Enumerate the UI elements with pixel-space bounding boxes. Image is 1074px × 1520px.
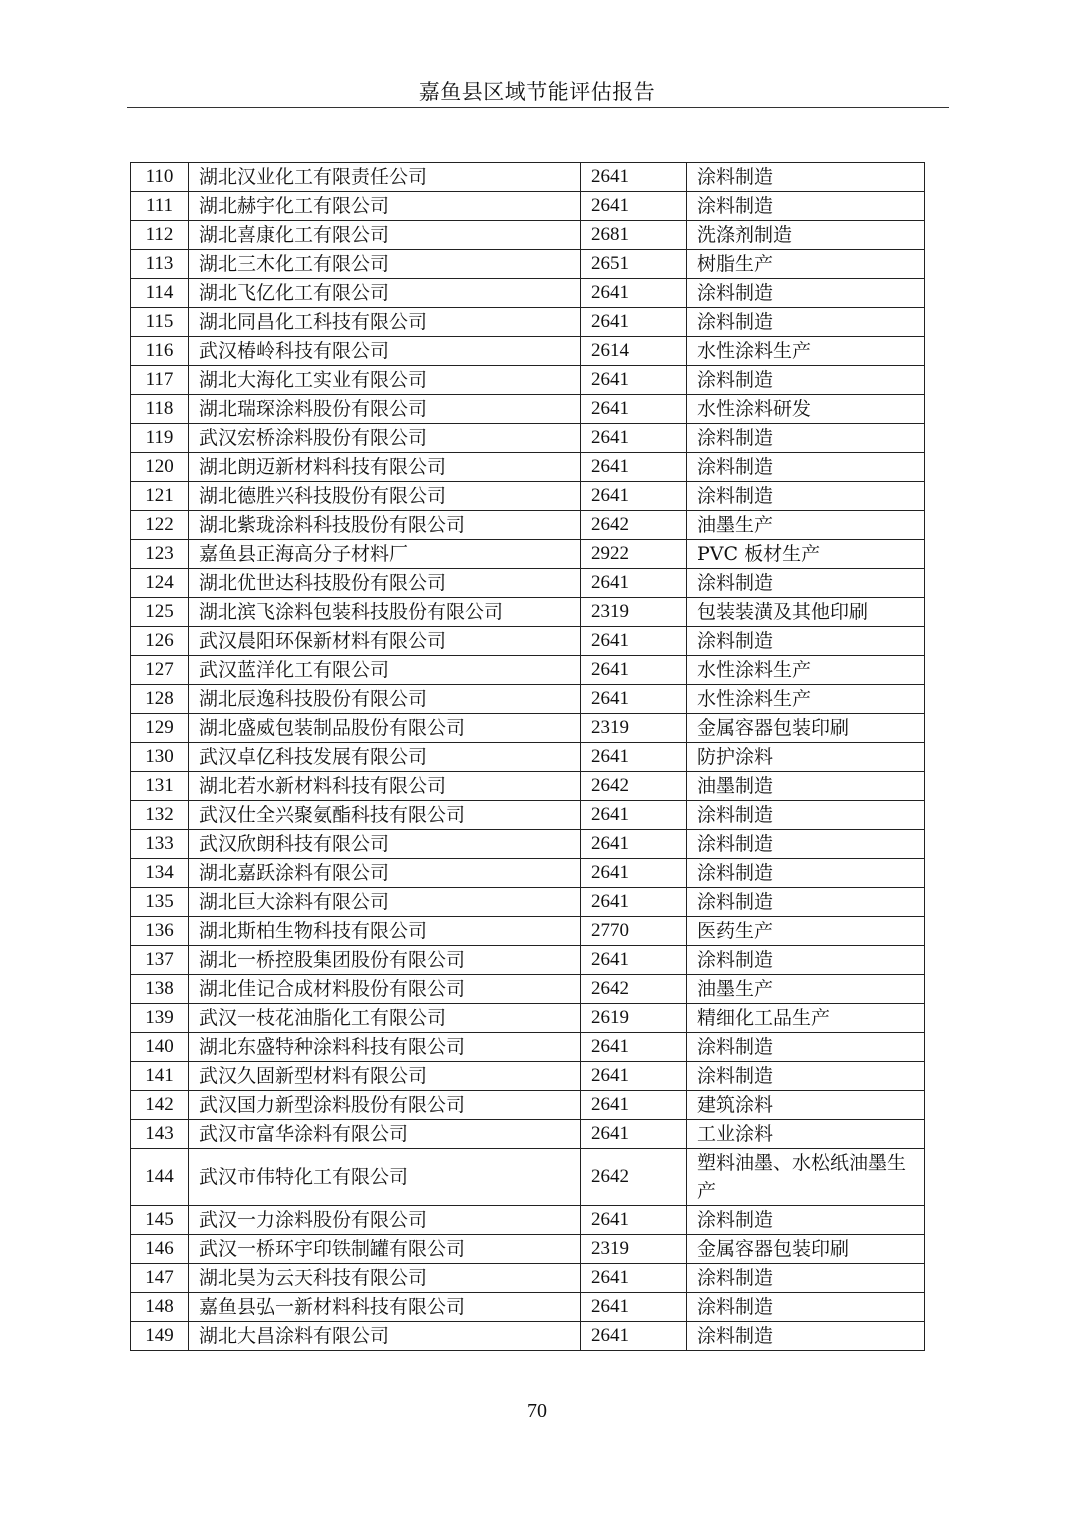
company-name-cell: 武汉仕全兴聚氨酯科技有限公司 — [189, 801, 581, 830]
industry-code-cell: 2641 — [581, 859, 687, 888]
industry-description-cell: 精细化工品生产 — [687, 1004, 925, 1033]
table-row — [131, 366, 925, 395]
table-row — [131, 1149, 925, 1206]
row-number-cell: 115 — [131, 308, 189, 337]
table-row — [131, 859, 925, 888]
table-row — [131, 714, 925, 743]
row-number-cell: 144 — [131, 1149, 189, 1206]
page-number: 70 — [527, 1400, 547, 1422]
company-name-cell: 湖北东盛特种涂料科技有限公司 — [189, 1033, 581, 1062]
row-number-cell: 143 — [131, 1120, 189, 1149]
company-name-cell: 湖北巨大涂料有限公司 — [189, 888, 581, 917]
industry-description-cell: 涂料制造 — [687, 830, 925, 859]
company-name-cell: 湖北朗迈新材料科技有限公司 — [189, 453, 581, 482]
industry-code-cell: 2641 — [581, 482, 687, 511]
company-name-cell: 湖北汉业化工有限责任公司 — [189, 163, 581, 192]
row-number-cell: 119 — [131, 424, 189, 453]
table-row — [131, 888, 925, 917]
row-number-cell: 111 — [131, 192, 189, 221]
table-row — [131, 308, 925, 337]
company-name-cell: 湖北瑞琛涂料股份有限公司 — [189, 395, 581, 424]
industry-description-cell: 防护涂料 — [687, 743, 925, 772]
company-name-cell: 湖北赫宇化工有限公司 — [189, 192, 581, 221]
enterprise-table — [130, 162, 925, 1351]
table-row — [131, 1322, 925, 1351]
row-number-cell: 140 — [131, 1033, 189, 1062]
row-number-cell: 121 — [131, 482, 189, 511]
industry-code-cell: 2922 — [581, 540, 687, 569]
industry-description-cell: 金属容器包装印刷 — [687, 714, 925, 743]
industry-description-cell: 涂料制造 — [687, 627, 925, 656]
industry-description-cell: 涂料制造 — [687, 569, 925, 598]
row-number-cell: 126 — [131, 627, 189, 656]
industry-code-cell: 2641 — [581, 1264, 687, 1293]
industry-code-cell: 2641 — [581, 395, 687, 424]
company-name-cell: 湖北优世达科技股份有限公司 — [189, 569, 581, 598]
industry-code-cell: 2641 — [581, 743, 687, 772]
table-row — [131, 946, 925, 975]
industry-code-cell: 2641 — [581, 1062, 687, 1091]
company-name-cell: 湖北同昌化工科技有限公司 — [189, 308, 581, 337]
company-name-cell: 湖北喜康化工有限公司 — [189, 221, 581, 250]
company-name-cell: 武汉晨阳环保新材料有限公司 — [189, 627, 581, 656]
industry-description-cell: 洗涤剂制造 — [687, 221, 925, 250]
company-name-cell: 湖北佳记合成材料股份有限公司 — [189, 975, 581, 1004]
industry-code-cell: 2641 — [581, 801, 687, 830]
company-name-cell: 湖北嘉跃涂料有限公司 — [189, 859, 581, 888]
row-number-cell: 118 — [131, 395, 189, 424]
table-row — [131, 830, 925, 859]
industry-description-cell: PVC 板材生产 — [687, 540, 925, 569]
industry-code-cell: 2641 — [581, 1322, 687, 1351]
industry-description-cell: 涂料制造 — [687, 453, 925, 482]
industry-code-cell: 2642 — [581, 975, 687, 1004]
table-row — [131, 1033, 925, 1062]
company-name-cell: 武汉欣朗科技有限公司 — [189, 830, 581, 859]
row-number-cell: 110 — [131, 163, 189, 192]
industry-description-cell: 涂料制造 — [687, 1264, 925, 1293]
industry-code-cell: 2641 — [581, 163, 687, 192]
industry-code-cell: 2641 — [581, 308, 687, 337]
industry-description-cell: 油墨生产 — [687, 511, 925, 540]
company-name-cell: 湖北飞亿化工有限公司 — [189, 279, 581, 308]
industry-description-cell: 涂料制造 — [687, 1293, 925, 1322]
page-header-title: 嘉鱼县区域节能评估报告 — [418, 80, 656, 104]
industry-description-cell: 水性涂料生产 — [687, 656, 925, 685]
table-row — [131, 917, 925, 946]
row-number-cell: 128 — [131, 685, 189, 714]
industry-description-cell: 塑料油墨、水松纸油墨生产 — [687, 1149, 925, 1206]
company-name-cell: 武汉卓亿科技发展有限公司 — [189, 743, 581, 772]
row-number-cell: 120 — [131, 453, 189, 482]
industry-code-cell: 2642 — [581, 511, 687, 540]
row-number-cell: 141 — [131, 1062, 189, 1091]
industry-code-cell: 2641 — [581, 366, 687, 395]
industry-code-cell: 2642 — [581, 1149, 687, 1206]
row-number-cell: 142 — [131, 1091, 189, 1120]
industry-description-cell: 涂料制造 — [687, 946, 925, 975]
company-name-cell: 湖北紫珑涂料科技股份有限公司 — [189, 511, 581, 540]
table-row — [131, 337, 925, 366]
industry-code-cell: 2641 — [581, 569, 687, 598]
industry-description-cell: 包装装潢及其他印刷 — [687, 598, 925, 627]
row-number-cell: 117 — [131, 366, 189, 395]
table-row — [131, 1264, 925, 1293]
row-number-cell: 114 — [131, 279, 189, 308]
industry-code-cell: 2642 — [581, 772, 687, 801]
industry-code-cell: 2619 — [581, 1004, 687, 1033]
company-name-cell: 武汉一力涂料股份有限公司 — [189, 1206, 581, 1235]
industry-code-cell: 2641 — [581, 424, 687, 453]
industry-description-cell: 水性涂料生产 — [687, 337, 925, 366]
row-number-cell: 116 — [131, 337, 189, 366]
industry-description-cell: 涂料制造 — [687, 424, 925, 453]
row-number-cell: 132 — [131, 801, 189, 830]
industry-description-cell: 建筑涂料 — [687, 1091, 925, 1120]
row-number-cell: 138 — [131, 975, 189, 1004]
table-row — [131, 395, 925, 424]
table-row — [131, 511, 925, 540]
company-name-cell: 武汉国力新型涂料股份有限公司 — [189, 1091, 581, 1120]
industry-description-cell: 油墨制造 — [687, 772, 925, 801]
industry-code-cell: 2641 — [581, 830, 687, 859]
table-row — [131, 1235, 925, 1264]
table-row — [131, 250, 925, 279]
table-row — [131, 569, 925, 598]
industry-description-cell: 涂料制造 — [687, 279, 925, 308]
industry-description-cell: 涂料制造 — [687, 888, 925, 917]
company-name-cell: 湖北德胜兴科技股份有限公司 — [189, 482, 581, 511]
row-number-cell: 123 — [131, 540, 189, 569]
table-row — [131, 1120, 925, 1149]
company-name-cell: 嘉鱼县正海高分子材料厂 — [189, 540, 581, 569]
row-number-cell: 131 — [131, 772, 189, 801]
row-number-cell: 130 — [131, 743, 189, 772]
table-row — [131, 482, 925, 511]
enterprise-table-body — [131, 163, 925, 1351]
industry-code-cell: 2614 — [581, 337, 687, 366]
row-number-cell: 135 — [131, 888, 189, 917]
industry-code-cell: 2641 — [581, 627, 687, 656]
industry-description-cell: 涂料制造 — [687, 163, 925, 192]
company-name-cell: 湖北若水新材料科技有限公司 — [189, 772, 581, 801]
row-number-cell: 129 — [131, 714, 189, 743]
company-name-cell: 武汉蓝洋化工有限公司 — [189, 656, 581, 685]
industry-code-cell: 2641 — [581, 888, 687, 917]
industry-description-cell: 涂料制造 — [687, 192, 925, 221]
row-number-cell: 125 — [131, 598, 189, 627]
industry-description-cell: 水性涂料研发 — [687, 395, 925, 424]
industry-description-cell: 涂料制造 — [687, 1322, 925, 1351]
row-number-cell: 134 — [131, 859, 189, 888]
row-number-cell: 136 — [131, 917, 189, 946]
industry-description-cell: 涂料制造 — [687, 308, 925, 337]
company-name-cell: 湖北辰逸科技股份有限公司 — [189, 685, 581, 714]
industry-description-cell: 涂料制造 — [687, 859, 925, 888]
table-row — [131, 192, 925, 221]
company-name-cell: 湖北大昌涂料有限公司 — [189, 1322, 581, 1351]
table-row — [131, 743, 925, 772]
industry-code-cell: 2681 — [581, 221, 687, 250]
row-number-cell: 145 — [131, 1206, 189, 1235]
row-number-cell: 122 — [131, 511, 189, 540]
industry-description-cell: 树脂生产 — [687, 250, 925, 279]
industry-description-cell: 医药生产 — [687, 917, 925, 946]
industry-code-cell: 2651 — [581, 250, 687, 279]
company-name-cell: 湖北一桥控股集团股份有限公司 — [189, 946, 581, 975]
company-name-cell: 武汉一枝花油脂化工有限公司 — [189, 1004, 581, 1033]
header-divider — [127, 107, 949, 108]
company-name-cell: 武汉宏桥涂料股份有限公司 — [189, 424, 581, 453]
company-name-cell: 武汉椿岭科技有限公司 — [189, 337, 581, 366]
row-number-cell: 113 — [131, 250, 189, 279]
industry-code-cell: 2770 — [581, 917, 687, 946]
company-name-cell: 嘉鱼县弘一新材料科技有限公司 — [189, 1293, 581, 1322]
industry-description-cell: 工业涂料 — [687, 1120, 925, 1149]
industry-code-cell: 2641 — [581, 453, 687, 482]
industry-description-cell: 涂料制造 — [687, 366, 925, 395]
industry-code-cell: 2319 — [581, 598, 687, 627]
industry-code-cell: 2319 — [581, 714, 687, 743]
industry-description-cell: 涂料制造 — [687, 482, 925, 511]
industry-code-cell: 2641 — [581, 1206, 687, 1235]
row-number-cell: 112 — [131, 221, 189, 250]
industry-code-cell: 2641 — [581, 685, 687, 714]
row-number-cell: 149 — [131, 1322, 189, 1351]
row-number-cell: 146 — [131, 1235, 189, 1264]
table-row — [131, 1062, 925, 1091]
company-name-cell: 湖北斯柏生物科技有限公司 — [189, 917, 581, 946]
row-number-cell: 139 — [131, 1004, 189, 1033]
table-row — [131, 801, 925, 830]
industry-description-cell: 涂料制造 — [687, 1062, 925, 1091]
table-row — [131, 1091, 925, 1120]
table-row — [131, 1293, 925, 1322]
table-row — [131, 279, 925, 308]
company-name-cell: 湖北昊为云天科技有限公司 — [189, 1264, 581, 1293]
industry-code-cell: 2641 — [581, 656, 687, 685]
row-number-cell: 137 — [131, 946, 189, 975]
industry-description-cell: 油墨生产 — [687, 975, 925, 1004]
table-row — [131, 975, 925, 1004]
table-row — [131, 1004, 925, 1033]
industry-description-cell: 涂料制造 — [687, 1033, 925, 1062]
row-number-cell: 127 — [131, 656, 189, 685]
row-number-cell: 133 — [131, 830, 189, 859]
industry-code-cell: 2319 — [581, 1235, 687, 1264]
industry-description-cell: 水性涂料生产 — [687, 685, 925, 714]
industry-code-cell: 2641 — [581, 946, 687, 975]
industry-code-cell: 2641 — [581, 1293, 687, 1322]
company-name-cell: 湖北大海化工实业有限公司 — [189, 366, 581, 395]
company-name-cell: 武汉市伟特化工有限公司 — [189, 1149, 581, 1206]
company-name-cell: 湖北盛威包装制品股份有限公司 — [189, 714, 581, 743]
table-row — [131, 598, 925, 627]
industry-code-cell: 2641 — [581, 1033, 687, 1062]
table-row — [131, 221, 925, 250]
company-name-cell: 武汉市富华涂料有限公司 — [189, 1120, 581, 1149]
industry-description-cell: 涂料制造 — [687, 801, 925, 830]
company-name-cell: 武汉久固新型材料有限公司 — [189, 1062, 581, 1091]
industry-code-cell: 2641 — [581, 192, 687, 221]
table-row — [131, 540, 925, 569]
table-row — [131, 453, 925, 482]
table-row — [131, 627, 925, 656]
company-name-cell: 武汉一桥环宇印铁制罐有限公司 — [189, 1235, 581, 1264]
row-number-cell: 124 — [131, 569, 189, 598]
row-number-cell: 148 — [131, 1293, 189, 1322]
company-name-cell: 湖北三木化工有限公司 — [189, 250, 581, 279]
table-row — [131, 656, 925, 685]
row-number-cell: 147 — [131, 1264, 189, 1293]
table-row — [131, 772, 925, 801]
industry-code-cell: 2641 — [581, 1091, 687, 1120]
industry-description-cell: 涂料制造 — [687, 1206, 925, 1235]
table-row — [131, 163, 925, 192]
industry-code-cell: 2641 — [581, 279, 687, 308]
company-name-cell: 湖北滨飞涂料包装科技股份有限公司 — [189, 598, 581, 627]
table-row — [131, 1206, 925, 1235]
table-row — [131, 424, 925, 453]
table-row — [131, 685, 925, 714]
industry-code-cell: 2641 — [581, 1120, 687, 1149]
industry-description-cell: 金属容器包装印刷 — [687, 1235, 925, 1264]
